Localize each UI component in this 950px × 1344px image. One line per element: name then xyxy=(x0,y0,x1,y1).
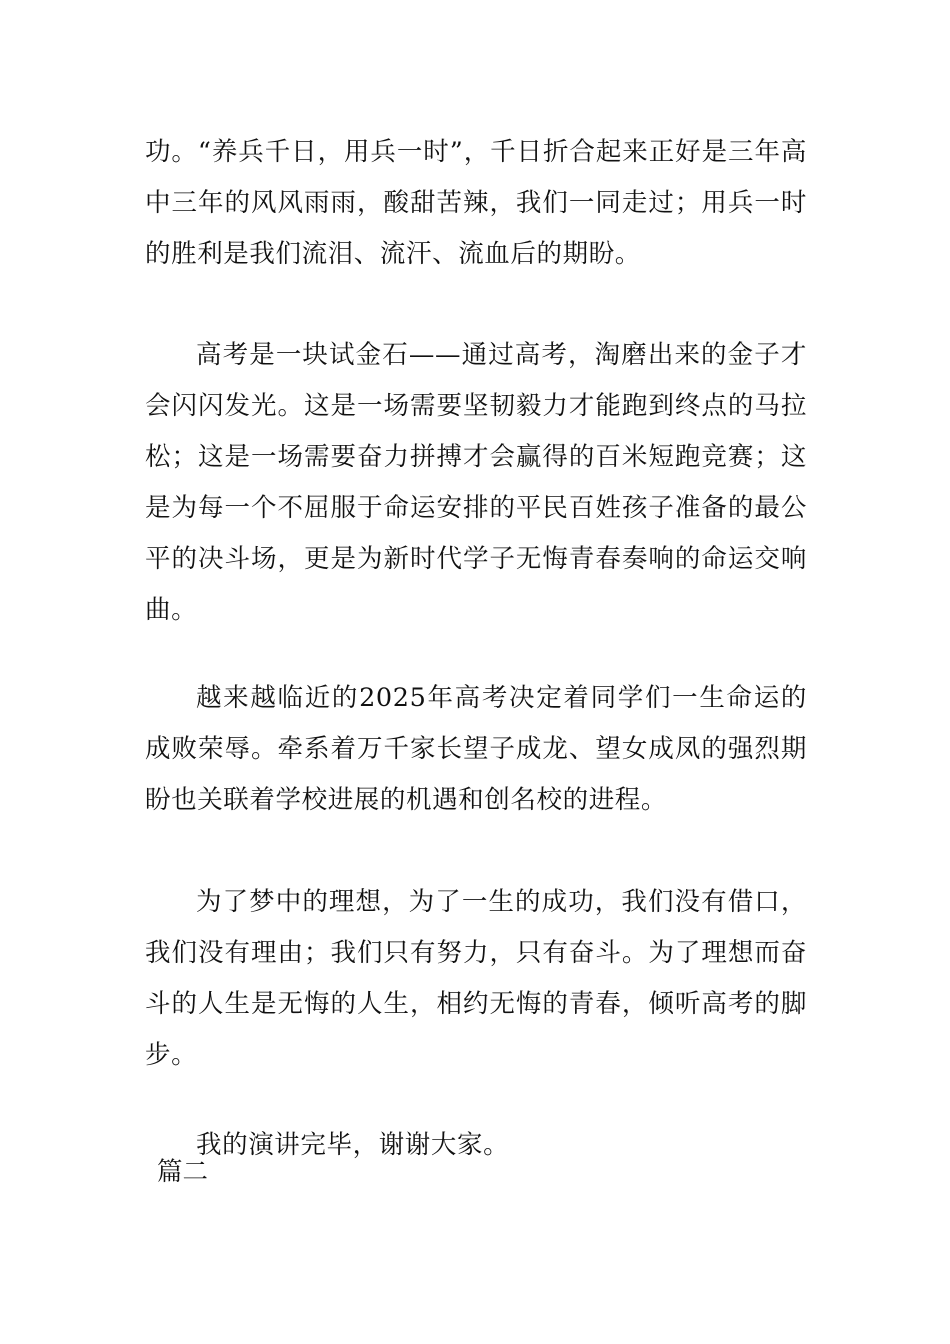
paragraph-2: 高考是一块试金石——通过高考，淘磨出来的金子才会闪闪发光。这是一场需要坚韧毅力才能跑到终点的马拉松；这是一场需要奋力拼搏才会赢得的百米短跑竞赛；这是为每一个不屈服于命运安排的平民百姓孩子准备的最公平的决斗场，更是为新时代学子无悔青春奏响的命运交响曲。 xyxy=(145,340,807,625)
section-heading: 篇二 xyxy=(157,1157,209,1187)
paragraph-4: 为了梦中的理想，为了一生的成功，我们没有借口，我们没有理由；我们只有努力，只有奋斗。为了理想而奋斗的人生是无悔的人生，相约无悔的青春，倾听高考的脚步。 xyxy=(145,887,807,1070)
paragraph-3: 越来越临近的2025年高考决定着同学们一生命运的成败荣辱。牵系着万千家长望子成龙、望女成凤的强烈期盼也关联着学校进展的机遇和创名校的进程。 xyxy=(145,683,807,815)
paragraph-5-closing: 我的演讲完毕，谢谢大家。 xyxy=(196,1130,510,1160)
paragraph-1: 功。“养兵千日，用兵一时”，千日折合起来正好是三年高中三年的风风雨雨，酸甜苦辣，我们一同走过；用兵一时的胜利是我们流泪、流汗、流血后的期盼。 xyxy=(145,137,807,269)
